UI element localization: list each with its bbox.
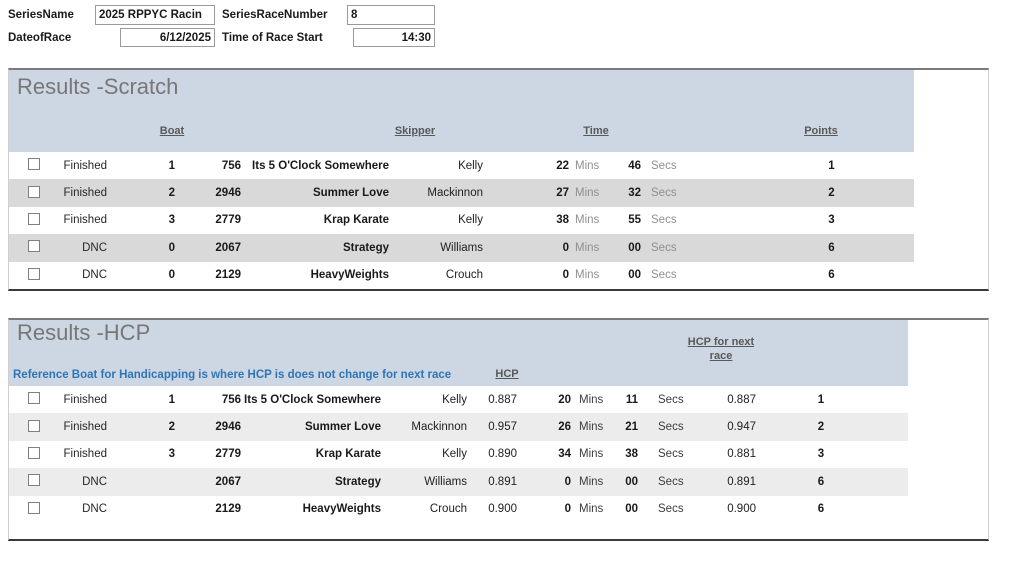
seconds-value: 00 [628,241,641,254]
series-name-input[interactable] [95,5,215,25]
corrected-seconds-value: 11 [625,393,638,406]
hcp-next-race-value: 0.881 [727,448,756,461]
boat-number: 2129 [215,269,241,282]
section-bottom-padding [9,523,988,539]
row-select-checkbox[interactable] [28,392,40,404]
skipper-name: Kelly [442,448,467,461]
row-select-checkbox[interactable] [28,158,40,170]
minutes-value: 0 [562,269,569,282]
row-select-checkbox[interactable] [28,240,40,252]
series-race-number-input[interactable] [347,5,435,25]
minutes-unit-label: Mins [579,503,604,516]
results-scratch-section [8,68,989,291]
hcp-value: 0.891 [488,475,517,488]
boat-number: 756 [221,393,241,406]
minutes-unit-label: Mins [575,214,600,227]
boat-name: Strategy [334,475,381,488]
scratch-column-header-boat[interactable]: Boat [159,125,185,137]
race-status: Finished [63,448,107,461]
hcp-header-band [9,320,908,386]
scratch-section-title: Results -Scratch [17,74,179,99]
boat-name: Strategy [342,241,389,254]
finish-position: 2 [168,187,175,200]
race-start-time-input[interactable] [353,28,435,47]
skipper-name: Crouch [445,269,483,282]
corrected-minutes-value: 0 [564,475,571,488]
race-status: DNC [82,475,107,488]
hcp-result-row [9,413,908,440]
corrected-seconds-value: 21 [625,421,638,434]
row-select-checkbox[interactable] [28,502,40,514]
hcp-result-row [9,496,908,523]
handicap-reference-note: Reference Boat for Handicapping is where HCP is does not change for next race [13,369,452,381]
row-select-checkbox[interactable] [28,474,40,486]
minutes-value: 38 [556,214,569,227]
scratch-result-row [9,262,914,289]
scratch-column-header-skipper[interactable]: Skipper [394,125,436,137]
finish-position: 1 [168,393,175,406]
finish-position: 0 [168,269,175,282]
hcp-value: 0.887 [488,393,517,406]
hcp-next-race-column-header[interactable]: HCP for next race [687,336,755,363]
boat-name: HeavyWeights [302,503,381,516]
race-status: Finished [63,421,107,434]
points-value: 6 [817,475,825,488]
hcp-section-title: Results -HCP [17,320,151,345]
race-status: DNC [82,241,107,254]
race-status: DNC [82,269,107,282]
series-race-number-label: SeriesRaceNumber [222,9,328,21]
hcp-result-row [9,441,908,468]
hcp-rows [9,386,908,523]
points-value: 6 [828,241,835,254]
boat-name: Summer Love [312,187,389,200]
finish-position: 0 [168,241,175,254]
row-select-checkbox[interactable] [28,420,40,432]
seconds-unit-label: Secs [651,214,677,227]
race-status: Finished [63,393,107,406]
date-of-race-input[interactable] [120,28,215,47]
boat-name: Krap Karate [323,214,389,227]
boat-number: 2067 [215,475,241,488]
row-select-checkbox[interactable] [28,213,40,225]
finish-position: 2 [168,421,175,434]
seconds-unit-label: Secs [658,475,684,488]
minutes-unit-label: Mins [579,475,604,488]
seconds-unit-label: Secs [651,159,677,172]
seconds-unit-label: Secs [658,393,684,406]
skipper-name: Williams [424,475,467,488]
race-status: DNC [82,503,107,516]
minutes-value: 0 [562,241,569,254]
scratch-result-row [9,179,914,206]
hcp-next-race-value: 0.947 [727,421,756,434]
scratch-column-header-time[interactable]: Time [583,125,609,137]
points-value: 1 [828,159,835,172]
minutes-unit-label: Mins [579,421,604,434]
minutes-value: 27 [556,187,569,200]
corrected-seconds-value: 00 [625,475,638,488]
series-name-label: SeriesName [8,9,74,21]
seconds-unit-label: Secs [651,187,677,200]
hcp-next-race-value: 0.900 [727,503,756,516]
hcp-value: 0.900 [488,503,517,516]
seconds-unit-label: Secs [658,448,684,461]
boat-number: 2946 [215,187,241,200]
seconds-value: 46 [628,159,641,172]
points-value: 3 [828,214,835,227]
seconds-value: 55 [628,214,641,227]
seconds-value: 32 [628,187,641,200]
boat-number: 2779 [215,214,241,227]
scratch-rows [9,152,914,289]
skipper-name: Kelly [442,393,467,406]
minutes-unit-label: Mins [575,187,600,200]
points-value: 1 [817,393,825,406]
race-status: Finished [63,214,107,227]
skipper-name: Crouch [429,503,467,516]
hcp-value: 0.890 [488,448,517,461]
skipper-name: Kelly [458,159,483,172]
minutes-unit-label: Mins [575,159,600,172]
points-value: 6 [828,269,835,282]
boat-name: HeavyWeights [310,269,389,282]
scratch-result-row [9,234,914,261]
seconds-unit-label: Secs [651,269,677,282]
race-start-time-label: Time of Race Start [222,32,323,44]
boat-name: Summer Love [304,421,381,434]
corrected-seconds-value: 00 [625,503,638,516]
points-value: 2 [817,421,825,434]
boat-name: Its 5 O'Clock Somewhere [244,393,381,406]
row-select-checkbox[interactable] [28,186,40,198]
hcp-column-header[interactable]: HCP [495,368,519,380]
corrected-minutes-value: 34 [558,448,571,461]
hcp-next-race-value: 0.891 [727,475,756,488]
boat-number: 2067 [215,241,241,254]
date-of-race-label: DateofRace [8,32,72,44]
row-select-checkbox[interactable] [28,268,40,280]
corrected-minutes-value: 0 [564,503,571,516]
race-status: Finished [63,159,107,172]
skipper-name: Mackinnon [427,187,483,200]
finish-position: 1 [168,159,175,172]
minutes-unit-label: Mins [579,393,604,406]
seconds-unit-label: Secs [658,421,684,434]
hcp-result-row [9,386,908,413]
skipper-name: Kelly [458,214,483,227]
hcp-next-race-value: 0.887 [727,393,756,406]
minutes-value: 22 [556,159,569,172]
finish-position: 3 [168,448,175,461]
scratch-result-row [9,152,914,179]
race-status: Finished [63,187,107,200]
boat-number: 2779 [215,448,241,461]
results-hcp-section [8,318,989,541]
scratch-header-band [9,70,914,152]
hcp-value: 0.957 [488,421,517,434]
minutes-unit-label: Mins [579,448,604,461]
boat-number: 2129 [215,503,241,516]
seconds-value: 00 [628,269,641,282]
corrected-minutes-value: 20 [558,393,571,406]
minutes-unit-label: Mins [575,269,600,282]
finish-position: 3 [168,214,175,227]
scratch-column-header-points[interactable]: Points [804,125,838,137]
minutes-unit-label: Mins [575,241,600,254]
row-select-checkbox[interactable] [28,447,40,459]
hcp-result-row [9,468,908,495]
scratch-result-row [9,207,914,234]
seconds-unit-label: Secs [651,241,677,254]
points-value: 2 [828,187,835,200]
skipper-name: Williams [440,241,483,254]
seconds-unit-label: Secs [658,503,684,516]
points-value: 6 [817,503,825,516]
boat-number: 2946 [215,421,241,434]
boat-name: Krap Karate [315,448,381,461]
corrected-minutes-value: 26 [558,421,571,434]
points-value: 3 [817,448,825,461]
corrected-seconds-value: 38 [625,448,638,461]
skipper-name: Mackinnon [411,421,467,434]
boat-name: Its 5 O'Clock Somewhere [252,159,389,172]
boat-number: 756 [221,159,241,172]
